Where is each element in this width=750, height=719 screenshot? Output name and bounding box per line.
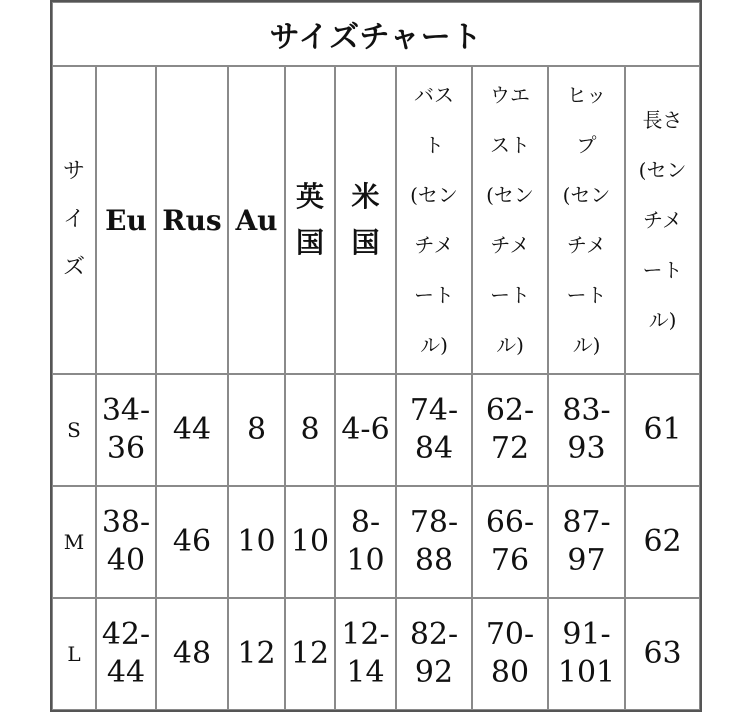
cell-au: 10 [228, 486, 285, 598]
cell-size: L [52, 598, 96, 710]
cell-uk: 12 [285, 598, 335, 710]
cell-eu: 38- 40 [96, 486, 156, 598]
cell-hip: 91- 101 [548, 598, 625, 710]
cell-size: M [52, 486, 96, 598]
cell-us: 4-6 [335, 374, 396, 486]
header-uk: 英 国 [285, 66, 335, 374]
cell-us: 8- 10 [335, 486, 396, 598]
cell-eu: 34- 36 [96, 374, 156, 486]
cell-rus: 46 [156, 486, 228, 598]
size-chart-table [50, 0, 702, 712]
cell-us: 12- 14 [335, 598, 396, 710]
table-row-l [52, 598, 700, 710]
cell-uk: 8 [285, 374, 335, 486]
header-bust: バス ト (セン チメ ート ル) [396, 66, 472, 374]
header-hip: ヒッ プ (セン チメ ート ル) [548, 66, 625, 374]
cell-waist: 70- 80 [472, 598, 548, 710]
header-row [52, 66, 700, 374]
cell-bust: 74- 84 [396, 374, 472, 486]
table-title: サイズチャート [52, 2, 700, 66]
header-rus: Rus [156, 66, 228, 374]
cell-uk: 10 [285, 486, 335, 598]
cell-hip: 87- 97 [548, 486, 625, 598]
header-eu: Eu [96, 66, 156, 374]
cell-length: 62 [625, 486, 700, 598]
cell-rus: 48 [156, 598, 228, 710]
cell-length: 61 [625, 374, 700, 486]
cell-rus: 44 [156, 374, 228, 486]
table-row-m [52, 486, 700, 598]
cell-au: 8 [228, 374, 285, 486]
cell-waist: 66- 76 [472, 486, 548, 598]
cell-size: S [52, 374, 96, 486]
cell-hip: 83- 93 [548, 374, 625, 486]
cell-waist: 62- 72 [472, 374, 548, 486]
header-us: 米 国 [335, 66, 396, 374]
header-au: Au [228, 66, 285, 374]
cell-eu: 42- 44 [96, 598, 156, 710]
header-waist: ウエ スト (セン チメ ート ル) [472, 66, 548, 374]
cell-bust: 82- 92 [396, 598, 472, 710]
cell-au: 12 [228, 598, 285, 710]
table-row-s [52, 374, 700, 486]
size-chart [50, 0, 698, 719]
cell-bust: 78- 88 [396, 486, 472, 598]
cell-length: 63 [625, 598, 700, 710]
header-size: サ イ ズ [52, 66, 96, 374]
header-length: 長さ (セン チメ ート ル) [625, 66, 700, 374]
